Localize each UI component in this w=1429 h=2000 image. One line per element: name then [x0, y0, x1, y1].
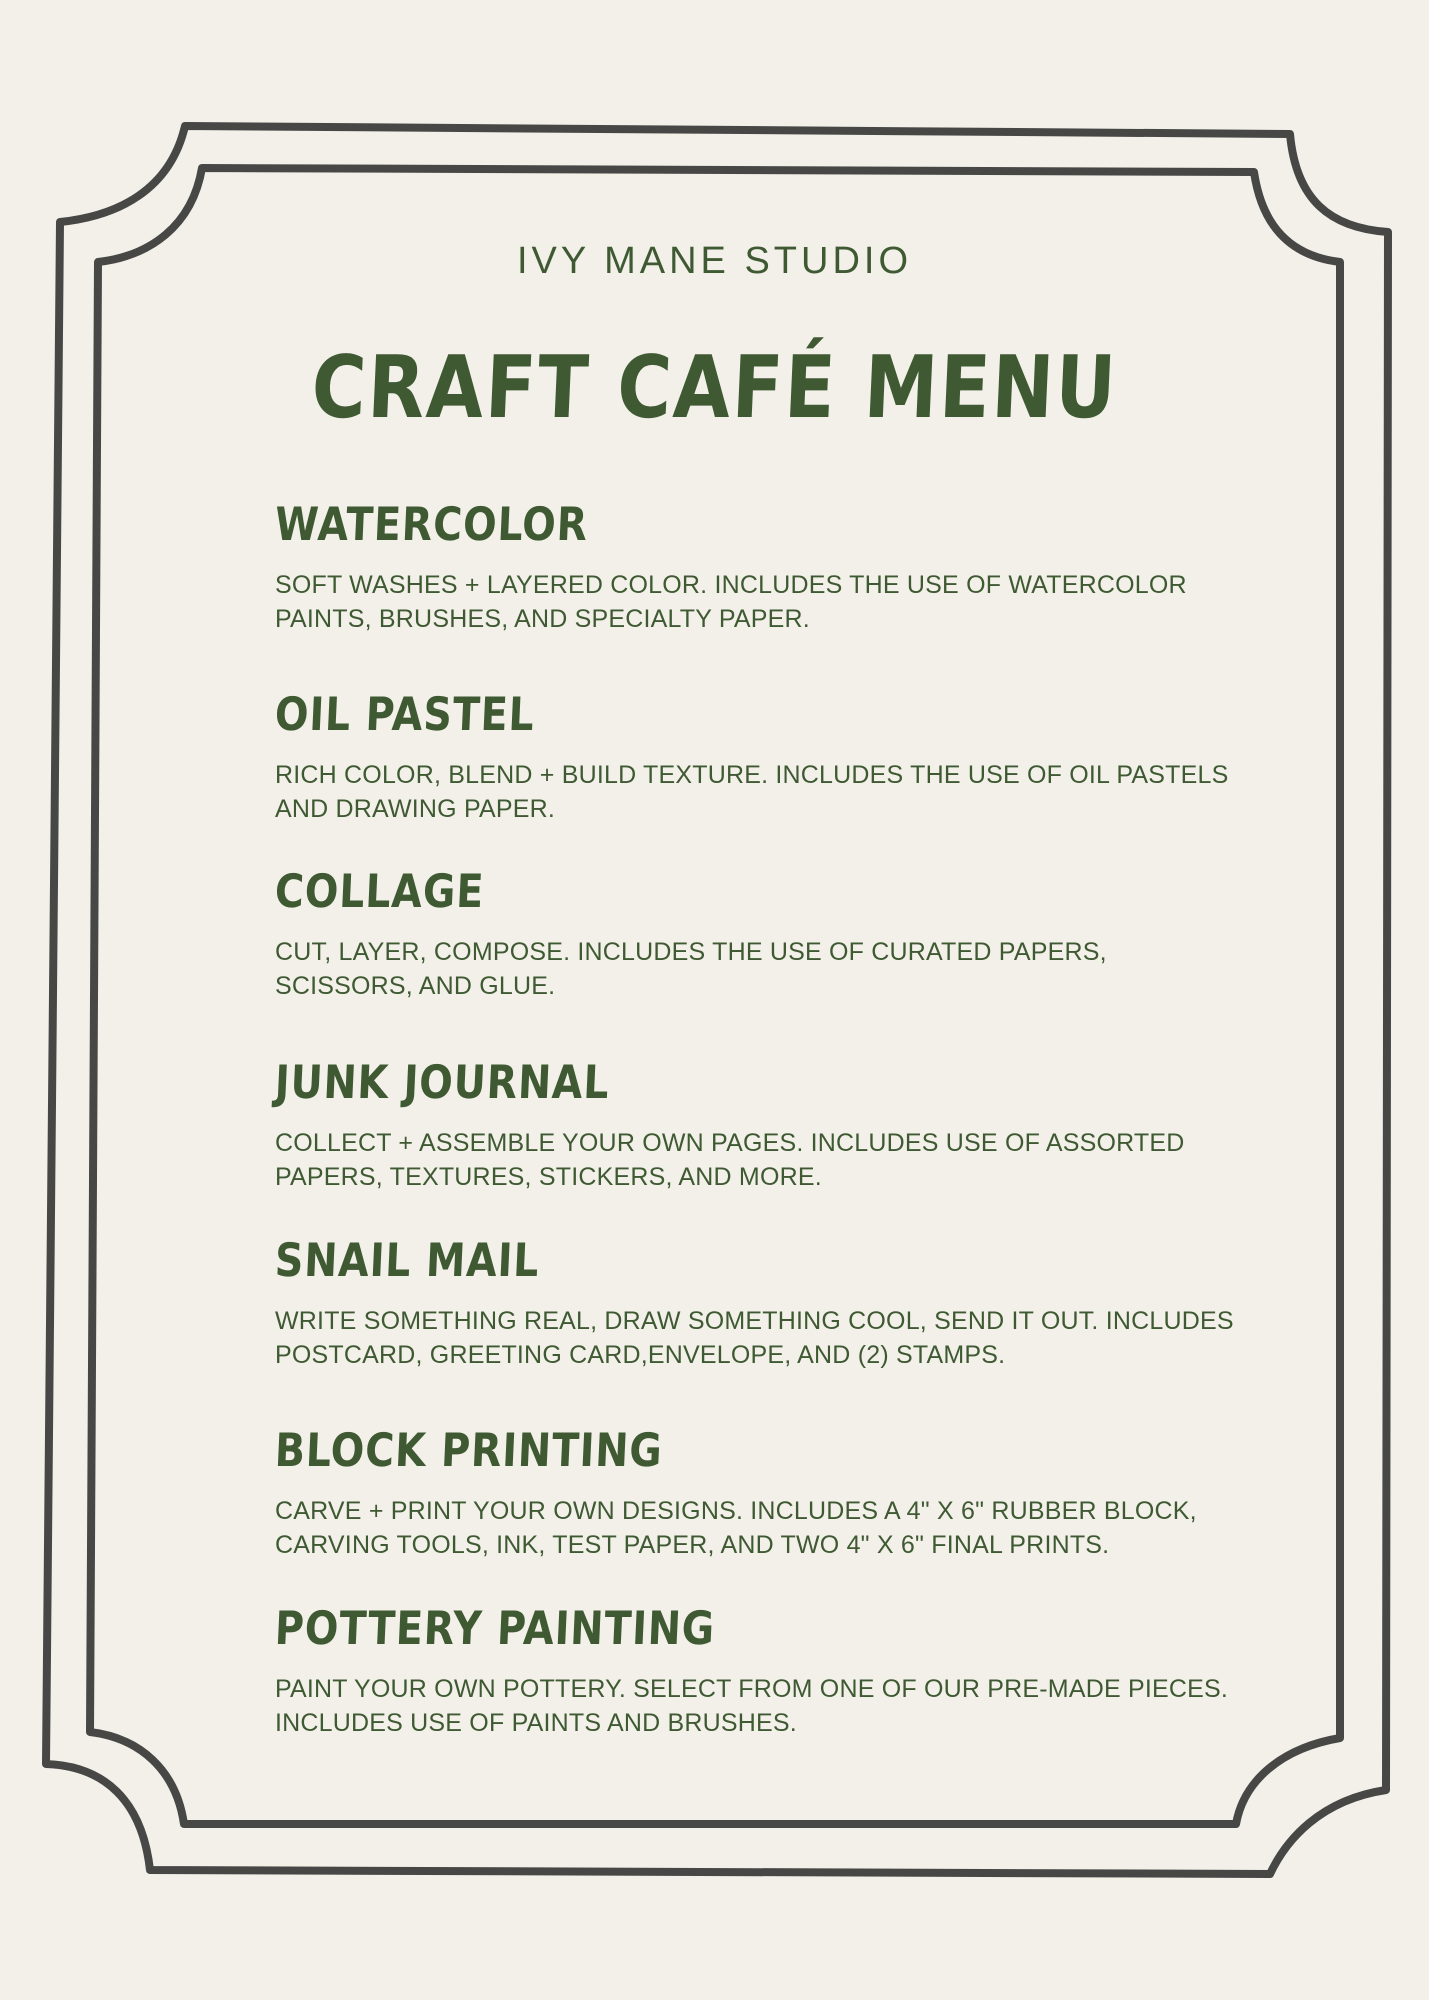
- menu-title: CRAFT CAFÉ MENU: [309, 338, 1120, 438]
- menu-item-description: CUT, LAYER, COMPOSE. INCLUDES THE USE OF CURATED PAPERS, SCISSORS, AND GLUE.: [275, 938, 1107, 1000]
- menu-item-name: POTTERY PAINTING: [273, 1601, 717, 1655]
- menu-item-pottery-painting: [275, 1600, 1235, 1740]
- menu-item-oil-pastel: [275, 686, 1235, 826]
- studio-name: IVY MANE STUDIO: [516, 240, 913, 282]
- menu-item-description: PAINT YOUR OWN POTTERY. SELECT FROM ONE OF OUR PRE-MADE PIECES. INCLUDES USE OF PAINTS AND BRUSHES.: [275, 1675, 1229, 1737]
- menu-item-block-printing: [275, 1422, 1235, 1562]
- menu-item-description: SOFT WASHES + LAYERED COLOR. INCLUDES THE USE OF WATERCOLOR PAINTS, BRUSHES, AND SPECIALTY PAPER.: [275, 571, 1187, 633]
- menu-item-name: COLLAGE: [273, 864, 486, 918]
- menu-item-junk-journal: [275, 1054, 1235, 1194]
- menu-item-description: RICH COLOR, BLEND + BUILD TEXTURE. INCLUDES THE USE OF OIL PASTELS AND DRAWING PAPER.: [275, 761, 1229, 823]
- menu-item-name: JUNK JOURNAL: [273, 1055, 611, 1109]
- menu-item-name: WATERCOLOR: [273, 497, 590, 551]
- menu-item-description: CARVE + PRINT YOUR OWN DESIGNS. INCLUDES A 4" X 6" RUBBER BLOCK, CARVING TOOLS, INK, TEST PAPER, AND TWO 4" X 6" FINAL PRINTS.: [275, 1497, 1197, 1559]
- menu-item-snail-mail: [275, 1232, 1235, 1372]
- menu-item-watercolor: [275, 496, 1235, 636]
- menu-item-name: OIL PASTEL: [273, 687, 536, 741]
- menu-item-collage: [275, 863, 1235, 1003]
- menu-item-description: WRITE SOMETHING REAL, DRAW SOMETHING COOL, SEND IT OUT. INCLUDES POSTCARD, GREETING CARD,ENVELOPE, AND (2) STAMPS.: [275, 1307, 1234, 1369]
- menu-item-description: COLLECT + ASSEMBLE YOUR OWN PAGES. INCLUDES USE OF ASSORTED PAPERS, TEXTURES, STICKERS, AND MORE.: [275, 1129, 1185, 1191]
- menu-item-name: SNAIL MAIL: [273, 1233, 541, 1287]
- menu-item-name: BLOCK PRINTING: [273, 1423, 664, 1477]
